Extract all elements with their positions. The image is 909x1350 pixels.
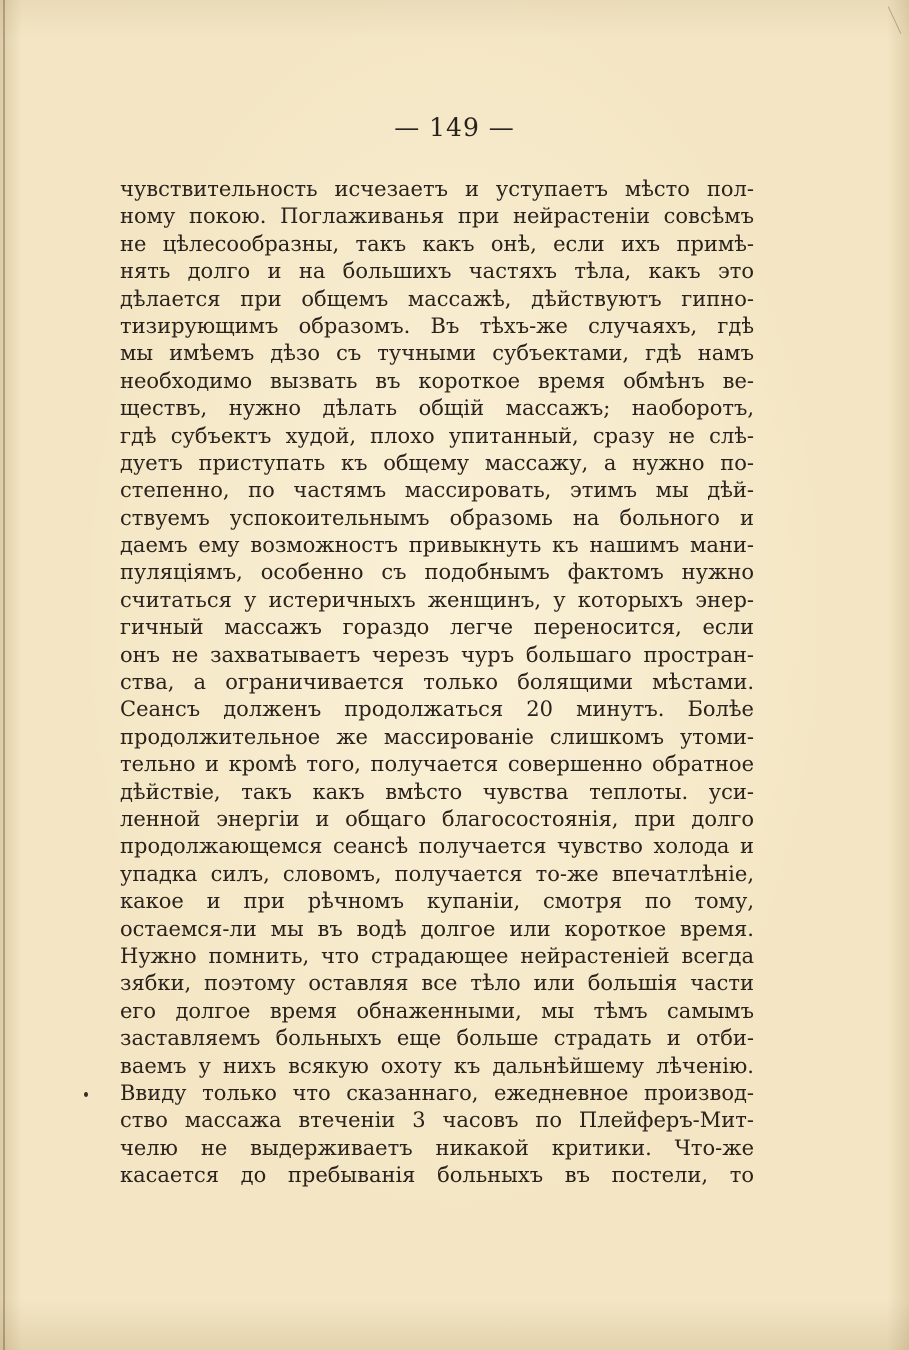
text-line: продолжительное же массированіе слишкомъ утоми- <box>120 724 754 749</box>
page-edge-shadow <box>3 0 5 1350</box>
text-line: Ввиду только что сказаннаго, ежедневное производ- <box>120 1080 754 1105</box>
text-line: ществъ, нужно дѣлать общій массажъ; наоборотъ, <box>120 396 754 421</box>
text-line: ленной энергіи и общаго благосостоянія, при долго <box>120 806 754 831</box>
text-line: не цѣлесообразны, такъ какъ онѣ, если ихъ примѣ- <box>120 231 754 256</box>
text-line: дуетъ приступать къ общему массажу, а нужно по- <box>120 450 754 475</box>
text-line: считаться у истеричныхъ женщинъ, у которыхъ энер- <box>120 587 754 612</box>
text-line: касается до пребыванія больныхъ въ постели, то <box>120 1163 754 1188</box>
margin-mark <box>888 6 902 34</box>
text-line: продолжающемся сеансѣ получается чувство холода и <box>120 834 754 859</box>
text-line: ства, а ограничивается только болящими мѣстами. <box>120 670 754 695</box>
text-line: упадка силъ, словомъ, получается то-же впечатлѣніе, <box>120 861 754 886</box>
text-line: даемъ ему возможностъ привыкнуть къ нашимъ мани- <box>120 533 754 558</box>
body-text <box>120 176 754 1189</box>
text-line: дѣлается при общемъ массажѣ, дѣйствуютъ гипно- <box>120 286 754 311</box>
text-line: тизирующимъ образомъ. Въ тѣхъ-же случаяхъ, гдѣ <box>120 313 754 338</box>
text-line: зябки, поэтому оставляя все тѣло или большія части <box>120 971 754 996</box>
text-line: чувствительность исчезаетъ и уступаетъ мѣсто пол- <box>120 177 754 201</box>
text-line: Нужно помнить, что страдающее нейрастеніей всегда <box>120 943 754 968</box>
page-number: — 149 — <box>394 113 515 142</box>
text-line: остаемся-ли мы въ водѣ долгое или короткое время. <box>120 916 754 941</box>
text-line: заставляемъ больныхъ еще больше страдать и отби- <box>120 1026 754 1051</box>
text-line: ному покою. Поглаживанья при нейрастеніи совсѣмъ <box>120 204 754 229</box>
text-line: какое и при рѣчномъ купаніи, смотря по тому, <box>120 889 754 914</box>
text-line: необходимо вызвать въ короткое время обмѣнъ ве- <box>120 368 754 393</box>
text-line: гичный массажъ гораздо легче переносится, если <box>120 615 754 640</box>
text-line: дѣйствіе, такъ какъ вмѣсто чувства теплоты. уси- <box>120 779 754 804</box>
text-line: его долгое время обнаженными, мы тѣмъ самымъ <box>120 998 754 1023</box>
text-line: Сеансъ долженъ продолжаться 20 минутъ. Болѣе <box>120 697 754 722</box>
text-line: гдѣ субъектъ худой, плохо упитанный, сразу не слѣ- <box>120 423 754 448</box>
text-line: челю не выдерживаетъ никакой критики. Что-же <box>120 1135 754 1160</box>
text-line: ствуемъ успокоительнымъ образомь на больного и <box>120 505 754 530</box>
ink-speck <box>84 1092 88 1097</box>
text-line: пуляціямъ, особенно съ подобнымъ фактомъ нужно <box>120 560 754 585</box>
text-line: мы имѣемъ дѣзо съ тучными субъектами, гдѣ намъ <box>120 341 754 366</box>
text-line: ваемъ у нихъ всякую охоту къ дальнѣйшему лѣченію. <box>120 1053 754 1078</box>
text-line: онъ не захватываетъ черезъ чуръ большаго простран- <box>120 642 754 667</box>
text-line: тельно и кромѣ того, получается совершенно обратное <box>120 752 754 777</box>
text-line: ство массажа втеченіи 3 часовъ по Плейферъ-Мит- <box>120 1108 754 1133</box>
text-line: нять долго и на большихъ частяхъ тѣла, какъ это <box>120 259 754 284</box>
text-line: степенно, по частямъ массировать, этимъ мы дѣй- <box>120 478 754 503</box>
